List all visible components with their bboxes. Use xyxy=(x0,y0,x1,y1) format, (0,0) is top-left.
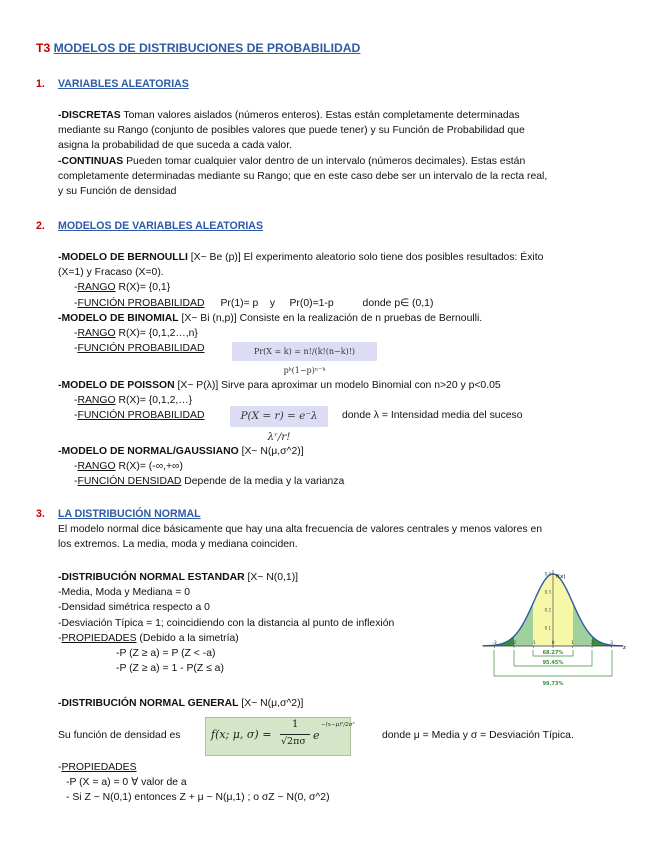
pct-95: 95.45% xyxy=(542,660,564,666)
normal-distribution-chart xyxy=(478,566,628,688)
y-tick-label: 0.1 xyxy=(544,625,551,631)
normal-model-block: -MODELO DE NORMAL/GAUSSIANO [X~ N(μ,σ^2)] -RANGO R(X)= (-∞,+∞) -FUNCIÓN DENSIDAD Depende de la media y la varianza xyxy=(58,446,345,488)
poisson-donde: donde λ = Intensidad media del suceso xyxy=(342,410,523,421)
section-3-heading: 3. LA DISTRIBUCIÓN NORMAL xyxy=(36,508,201,520)
binomial-formula: Pr(X = k) = n!/(k!(n−k)!) pᵏ(1−p)ⁿ⁻ᵏ xyxy=(232,342,377,361)
general-donde: donde μ = Media y σ = Desviación Típica. xyxy=(382,730,574,741)
section-2-heading: 2. MODELOS DE VARIABLES ALEATORIAS xyxy=(36,220,264,232)
general-density-label: Su función de densidad es xyxy=(58,730,181,741)
page-title: T3 MODELOS DE DISTRIBUCIONES DE PROBABILIDAD xyxy=(36,41,361,55)
x-tick-label: 3 xyxy=(610,641,613,646)
x-tick-label: -2 xyxy=(511,641,517,646)
z-label: z xyxy=(623,645,626,651)
bernoulli-block: -MODELO DE BERNOULLI [X~ Be (p)] El experimento aleatorio solo tiene dos posibles resultados: Éxito (X=1) y Fracaso (X=0). -RANGO R(X)= {0,1} -FUNCIÓN PROBABILIDAD Pr(1)= p y Pr(0)=1-p donde p∈ (0,1) -MODELO DE BINOMIAL [X~ Bi (n,p)] Consiste en la realización de n pruebas de Bernoulli. -RANGO R(X)= {0,1,2…,n} -FUNCIÓN PROBABILIDAD xyxy=(58,252,544,355)
x-tick-label: 1 xyxy=(571,641,574,646)
pct-68: 68.27% xyxy=(542,650,564,656)
general-normal-heading: -DISTRIBUCIÓN NORMAL GENERAL [X~ N(μ,σ^2)] xyxy=(58,698,304,709)
general-properties: -PROPIEDADES -P (X = a) = 0 ∀ valor de a - Si Z ~ N(0,1) entonces Z + μ ~ N(μ,1) ; o σZ ~ N(0, σ^2) xyxy=(58,762,330,804)
x-tick-label: 0 xyxy=(551,641,555,646)
section-3-intro: El modelo normal dice básicamente que hay una alta frecuencia de valores centrales y menos valores en los extremos. La media, moda y mediana coinciden. xyxy=(58,524,543,551)
y-tick-label: 0.2 xyxy=(544,607,551,613)
poisson-block: -MODELO DE POISSON [X~ P(λ)] Sirve para aproximar un modelo Binomial con n>20 y p<0.05 -RANGO R(X)= {0,1,2,…} -FUNCIÓN PROBABILIDAD xyxy=(58,380,501,422)
section-1-heading: 1. VARIABLES ALEATORIAS xyxy=(36,78,189,90)
x-tick-label: -3 xyxy=(492,641,497,646)
poisson-formula: P(X = r) = e⁻λ λʳ/r! xyxy=(230,406,328,427)
y-tick-label: 0.3 xyxy=(544,589,551,595)
fx-label: f(x) xyxy=(556,574,566,580)
section-1-body: -DISCRETAS Toman valores aislados (números enteros). Estas están completamente determinadas mediante su Rango (conjunto de posibles valores que puede tener) y su Función de Probabilidad que asigna la probabilidad de que suceda a cada valor. -CONTINUAS Pueden tomar cualquier valor dentro de un intervalo (números decimales). Estas están completamente determinadas mediante su Rango; que en este caso debe ser un intervalo de la recta real, y su Función de densidad xyxy=(58,110,548,198)
x-tick-label: 2 xyxy=(590,641,594,646)
standard-normal-block: -DISTRIBUCIÓN NORMAL ESTANDAR [X~ N(0,1)] -Media, Moda y Mediana = 0 -Densidad simétrica respecto a 0 -Desviación Típica = 1; coincidiendo con la distancia al punto de inflexión -PROPIEDADES (Debido a la simetría) -P (Z ≥ a) = P (Z < -a) -P (Z ≥ a) = 1 - P(Z ≤ a) xyxy=(58,572,395,675)
pct-99: 99.73% xyxy=(542,681,564,687)
general-normal-formula: f(x; μ, σ) = 1 √2πσ e −(x−μ)²/2σ² xyxy=(205,717,351,756)
y-tick-label: 0.4 xyxy=(544,571,551,577)
x-tick-label: -1 xyxy=(531,641,536,646)
